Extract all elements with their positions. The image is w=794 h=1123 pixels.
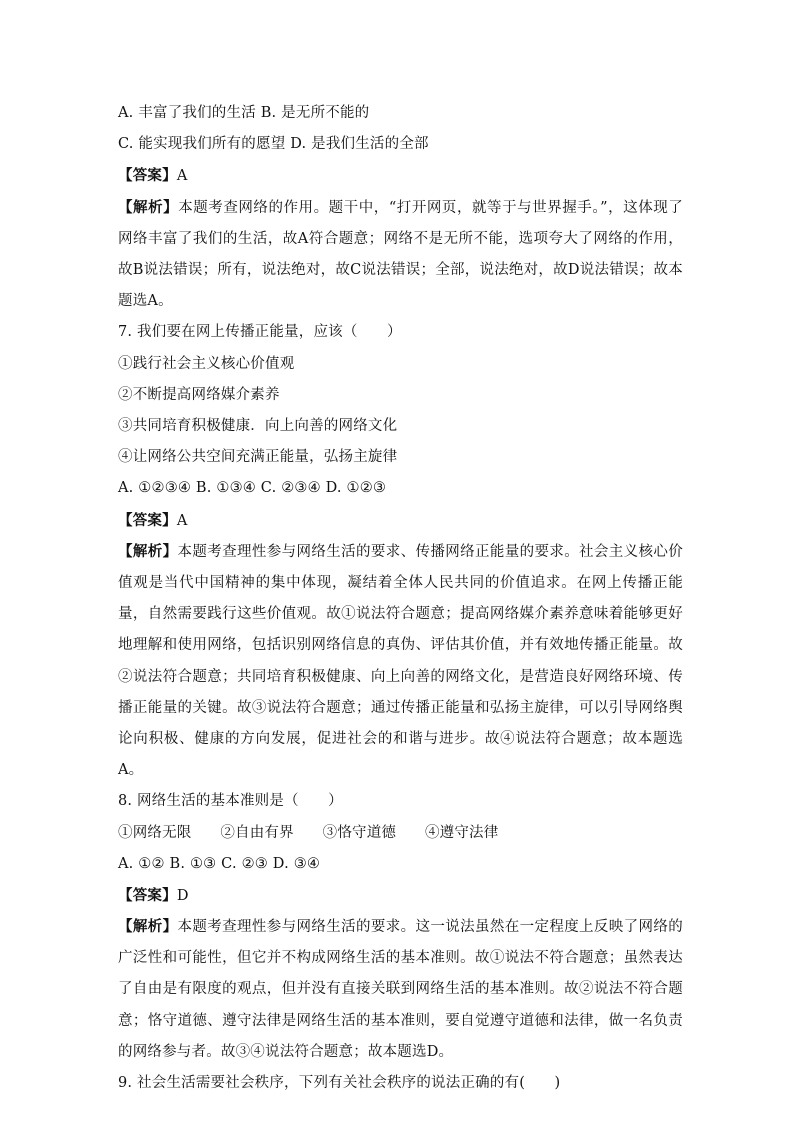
q9-stem: 9. 社会生活需要社会秩序，下列有关社会秩序的说法正确的有( )	[118, 1075, 561, 1092]
analysis-text: 本题考查理性参与网络生活的要求、传播网络正能量的要求。社会主义核心价值观是当代中国精神的集中体现，凝结着全体人民共同的价值追求。在网上传播正能量，自然需要践行这些价值观。故①说法符合题意；提高网络媒介素养意味着能够更好地理解和使用网络，包括识别网络信息的真伪、评估其价值，并有效地传播正能量。故②说法符合题意；共同培育积极健康、向上向善的网络文化，是营造良好网络环境、传播正能量的关键。故③说法符合题意；通过传播正能量和弘扬主旋律，可以引导网络舆论向积极、健康的方向发展，促进社会的和谐与进步。故④说法符合题意；故本题选A。	[118, 543, 683, 779]
analysis-tag: 【解析】	[118, 918, 178, 936]
document-page	[118, 98, 683, 1099]
answer-tag: 【答案】	[118, 886, 177, 904]
answer-value: D	[176, 887, 189, 904]
q8-item-4: ④遵守法律	[424, 824, 499, 841]
answer-tag: 【答案】	[118, 167, 177, 185]
answer-tag: 【答案】	[118, 511, 177, 529]
analysis-tag: 【解析】	[118, 198, 179, 216]
q8-item-2: ②自由有界	[220, 824, 294, 841]
q6-options-line1: A. 丰富了我们的生活 B. 是无所不能的	[118, 105, 370, 121]
q7-analysis	[118, 536, 683, 787]
q7-options	[118, 473, 683, 504]
q8-item-3: ③恪守道德	[322, 824, 397, 841]
analysis-text: 本题考查理性参与网络生活的要求。这一说法虽然在一定程度上反映了网络的广泛性和可能性，但它并不构成网络生活的基本准则。故①说法不符合题意；虽然表达了自由是有限度的观点，但并没有直接关联到网络生活的基本准则。故②说法不符合题意；恪守道德、遵守法律是网络生活的基本准则，要自觉遵守道德和法律，做一名负责的网络参与者。故③④说法符合题意；故本题选D。	[118, 919, 683, 1060]
q8-options: A. ①② B. ①③ C. ②③ D. ③④	[118, 855, 321, 872]
q7-stem: 7. 我们要在网上传播正能量，应该（ ）	[118, 324, 402, 341]
q6-options-line2: C. 能实现我们所有的愿望 D. 是我们生活的全部	[118, 136, 429, 153]
q6-analysis	[118, 192, 683, 318]
q7-item-4: ④让网络公共空间充满正能量，弘扬主旋律	[118, 449, 398, 466]
q8-analysis	[118, 911, 683, 1068]
q8-items	[118, 818, 683, 849]
q7-option-d: D. ①②③	[325, 480, 387, 497]
q7-item-1: ①践行社会主义核心价值观	[118, 355, 295, 372]
q7-answer	[118, 505, 683, 536]
q8-answer	[118, 880, 683, 911]
q6-answer	[118, 160, 683, 191]
q8-item-1: ①网络无限	[118, 824, 192, 841]
q7-option-a: A. ①②③④	[118, 480, 192, 497]
analysis-tag: 【解析】	[118, 542, 178, 560]
q7-item-2: ②不断提高网络媒介素养	[118, 386, 280, 403]
q8-stem: 8. 网络生活的基本准则是（ ）	[118, 793, 343, 810]
q7-item-3: ③共同培育积极健康．向上向善的网络文化	[118, 417, 398, 434]
q7-option-b: B. ①③④	[195, 480, 256, 497]
answer-value: A	[176, 512, 188, 529]
analysis-text: 本题考查网络的作用。题干中，“打开网页，就等于与世界握手。”，这体现了网络丰富了我们的生活，故A符合题意；网络不是无所不能，选项夸大了网络的作用，故B说法错误；所有，说法绝对，故C说法错误；全部，说法绝对，故D说法错误；故本题选A。	[118, 199, 683, 310]
q7-option-c: C. ②③④	[260, 480, 321, 497]
answer-value: A	[176, 168, 188, 185]
